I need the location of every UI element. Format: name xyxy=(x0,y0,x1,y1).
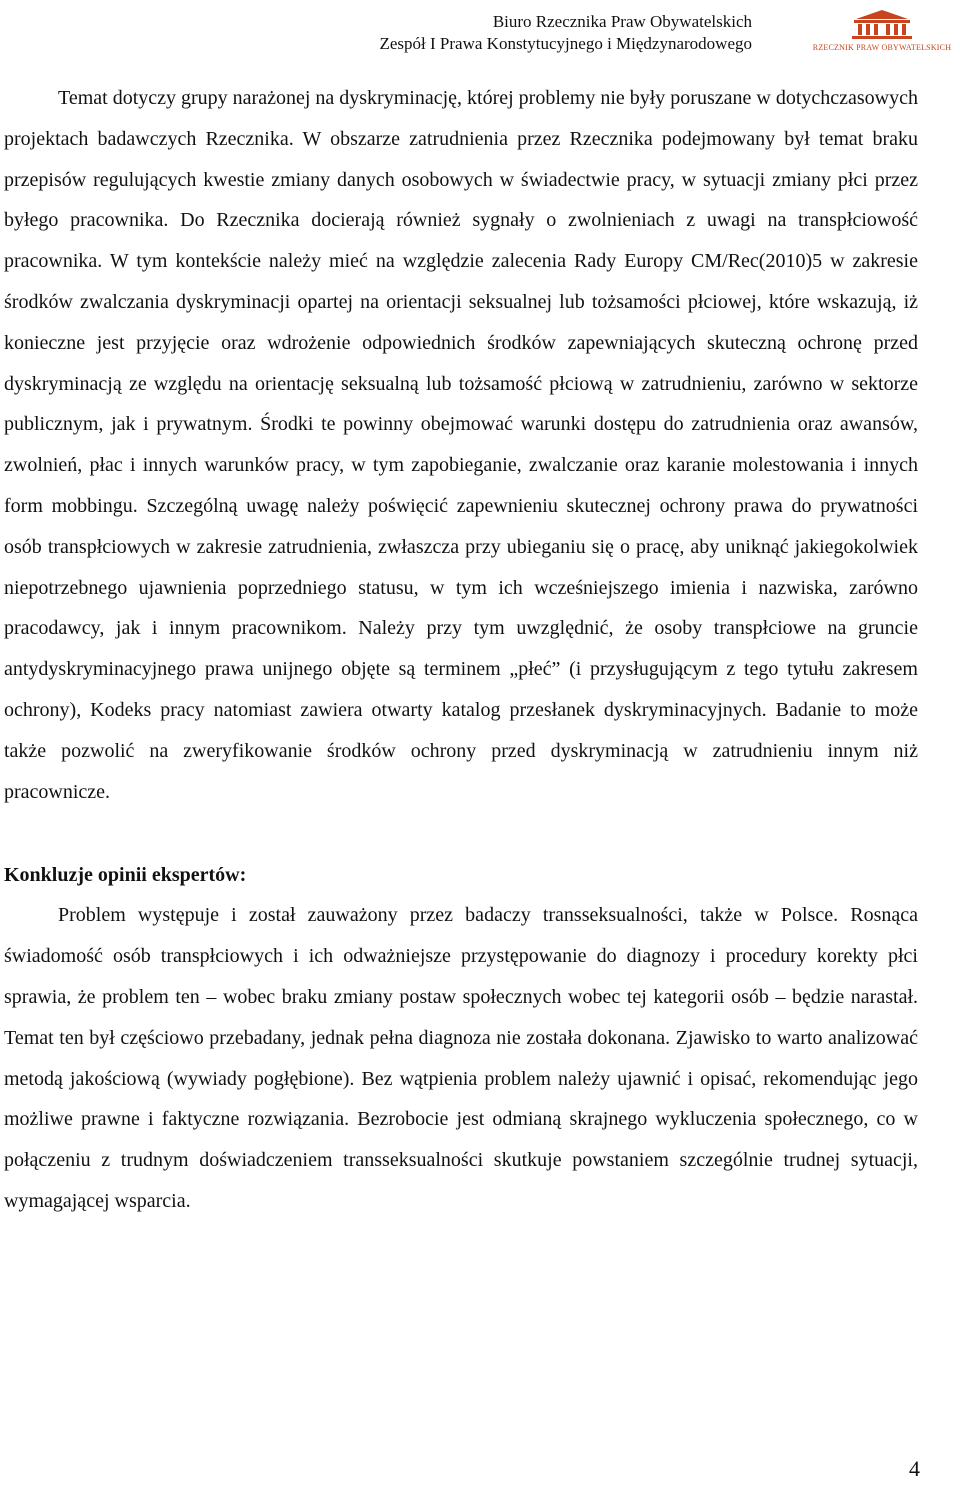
header-text xyxy=(380,11,753,55)
document-body xyxy=(4,78,918,1222)
header-department: Zespół I Prawa Konstytucyjnego i Międzynarodowego xyxy=(379,34,752,53)
page-header xyxy=(0,8,960,58)
paragraph-conclusions: Problem występuje i został zauważony przez badaczy transseksualności, także w Polsce. Rosnąca świadomość osób transpłciowych i ich odważniejsze przystępowanie do diagnozy i procedury korekty płci sprawia, że problem ten – wobec braku zmiany postaw społecznych wobec tej kategorii osób – będzie narastał. Temat ten był częściowo przebadany, jednak pełna diagnoza nie została dokonana. Zjawisko to warto analizować metodą jakościową (wywiady pogłębione). Bez wątpienia problem należy ujawnić i opisać, rekomendując jego możliwe prawne i faktyczne rozwiązania. Bezrobocie jest odmianą skrajnego wykluczenia społecznego, co w połączeniu z trudnym doświadczeniem transseksualności skutkuje powstaniem szczególnie trudnej sytuacji, wymagającej wsparcia. xyxy=(4,904,918,1212)
header-institution: Biuro Rzecznika Praw Obywatelskich xyxy=(492,12,752,31)
logo-caption: RZECZNIK PRAW OBYWATELSKICH xyxy=(812,43,952,52)
page-number: 4 xyxy=(909,1456,920,1481)
ombudsman-logo xyxy=(808,8,956,60)
building-logo-icon xyxy=(850,8,914,42)
paragraph-intro: Temat dotyczy grupy narażonej na dyskryminację, której problemy nie były poruszane w dotychczasowych projektach badawczych Rzecznika. W obszarze zatrudnienia przez Rzecznika podejmowany był temat braku przepisów regulujących kwestie zmiany danych osobowych w świadectwie pracy, w sytuacji zmiany płci przez byłego pracownika. Do Rzecznika docierają również sygnały o zwolnieniach z uwagi na transpłciowość pracownika. W tym kontekście należy mieć na względzie zalecenia Rady Europy CM/Rec(2010)5 w zakresie środków zwalczania dyskryminacji opartej na orientacji seksualnej lub tożsamości płciowej, które wskazują, iż konieczne jest przyjęcie oraz wdrożenie odpowiednich środków zapewniających skuteczną ochronę przed dyskryminacją ze względu na orientację seksualną lub tożsamość płciową w zatrudnieniu, zarówno w sektorze publicznym, jak i prywatnym. Środki te powinny obejmować warunki dostępu do zatrudnienia oraz awansów, zwolnień, płac i innych warunków pracy, w tym zapobieganie, zwalczanie oraz karanie molestowania i innych form mobbingu. Szczególną uwagę należy poświęcić zapewnieniu skutecznej ochrony prawa do prywatności osób transpłciowych w zakresie zatrudnienia, zwłaszcza przy ubieganiu się o pracę, aby uniknąć jakiegokolwiek niepotrzebnego ujawnienia poprzedniego statusu, w tym ich wcześniejszego imienia i nazwiska, zarówno pracodawcy, jak i innym pracownikom. Należy przy tym uwzględnić, że osoby transpłciowe na gruncie antydyskryminacyjnego prawa unijnego objęte są terminem „płeć” (i przysługującym z tego tytułu zakresem ochrony), Kodeks pracy natomiast zawiera otwarty katalog przesłanek dyskryminacyjnych. Badanie to może także pozwolić na zweryfikowanie środków ochrony przed dyskryminacją w zatrudnieniu innym niż pracownicze. xyxy=(4,87,918,803)
section-title: Konkluzje opinii ekspertów: xyxy=(4,864,247,887)
